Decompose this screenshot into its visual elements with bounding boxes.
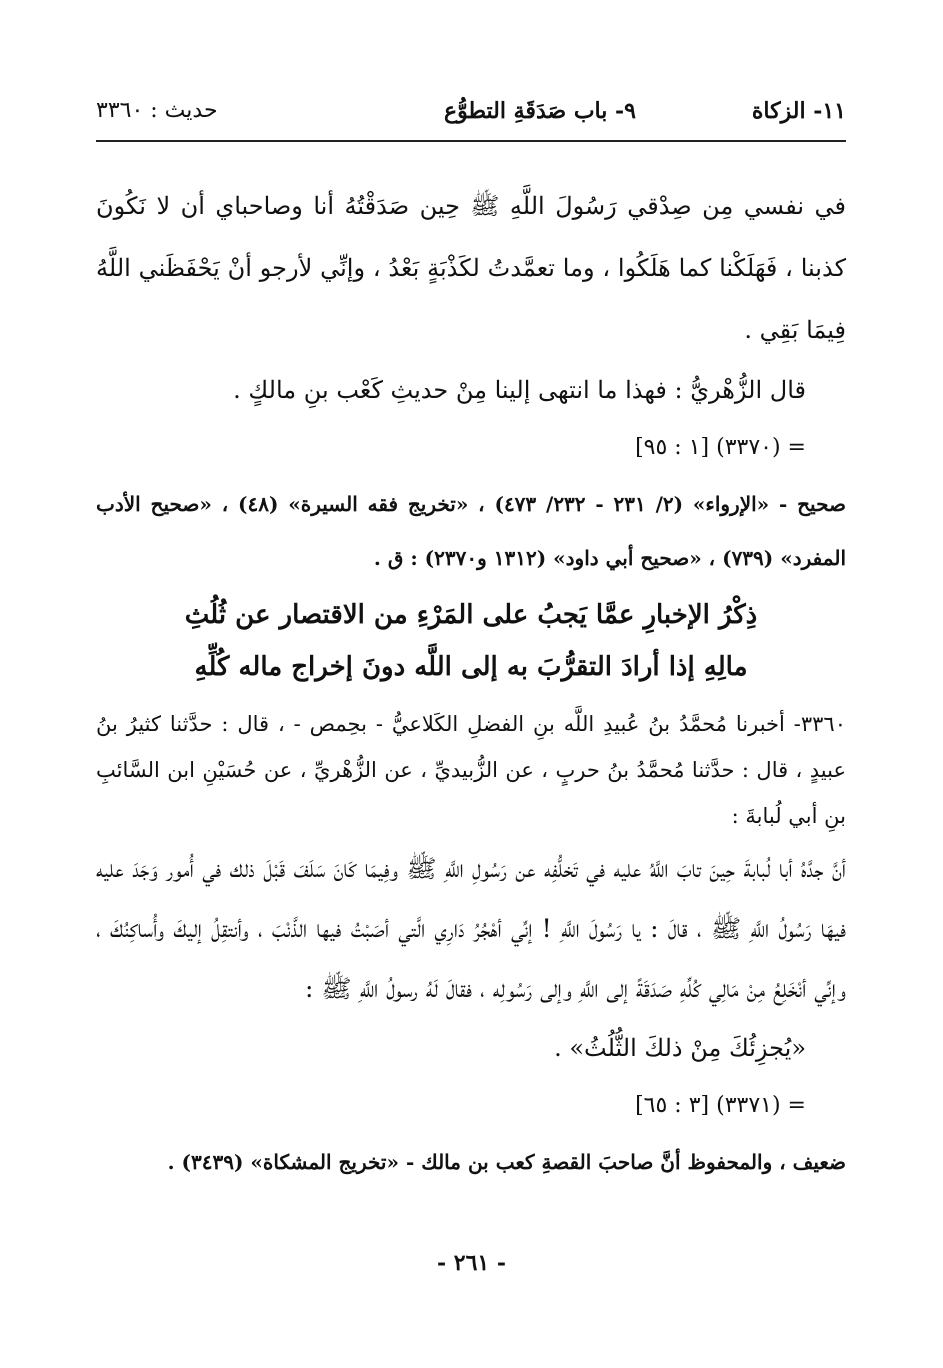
chapter-title: ١١- الزكاة [751,98,846,124]
hadith-quote: «يُجزِئُكَ مِنْ ذلكَ الثُّلُثُ» . [554,1034,806,1062]
bab-title: ٩- باب صَدَقَةِ التطوُّع [443,98,636,124]
hadith-isnad: ٣٣٦٠- أخبرنا مُحمَّدُ بنُ عُبيدِ اللَّه بنِ الفضلِ الكَلاعيُّ - بحِمص - ، قال : حدَّثنا كثيرُ بنُ عبيدٍ ، قال : حدَّثنا مُحمَّدُ بنُ حربٍ ، عن الزُّبيديِّ ، عن الزُّهْريِّ ، عن حُسَيْنِ ابن السَّائبِ بنِ أبي لُبابةَ : [96,712,846,828]
reference-line: = (٣٣٧٠) [١ : ٩٥] [635,435,806,460]
hadith-number-label: حديث : ٣٣٦٠ [96,98,218,123]
page-number: - ٢٦١ - [436,1250,507,1276]
running-header [96,92,846,132]
page-body [96,175,846,1189]
hadith-matn: أنَّ جدَّهُ أبا لُبابةَ حِينَ تابَ اللَّهُ عليه في تَخلُّفِه عن رَسُولِ اللَّهِ ﷺ وفِيمَا كَانَ سَلَفَ قَبْلَ ذلك في أُمور وَجَدَ عليه فيهَا رَسُولُ اللَّهِ ﷺ ، قالَ : يا رَسُولَ اللَّهِ ! إنِّي أهْجُرُ دَارِي الَّتي أصَبْتُ فيها الذَّنْبَ ، وأنتقِلُ إليكَ وأُساكِنُكَ ، وإنِّي أنْخَلِعُ مِنْ مَالِي كُلِّهِ صَدَقَةً إلى اللَّهِ وإلى رَسُولِه ، فقالَ لَهُ رسولُ اللَّهِ ﷺ : [96,854,846,1003]
section-heading-line-1: ذِكْرُ الإخبارِ عمَّا يَجبُ على المَرْءِ من الاقتصار عن ثُلُثِ [184,600,758,630]
continued-paragraph: في نفسي مِن صِدْقي رَسُولَ اللَّهِ ﷺ حِين صَدَقْتُهُ أنا وصاحباي أن لا نَكُونَ كذبنا ، فَهَلَكْنا كما هَلَكُوا ، وما تعمَّدتُ لكَذْبَةٍ بَعْدُ ، وإنِّي لأرجو أنْ يَحْفَظَني اللَّهُ فِيمَا بَقِي . [96,192,846,344]
hadith-grading-note: ضعيف ، والمحفوظ أنَّ صاحبَ القصةِ كعب بن مالك - «تخريج المشكاة» (٣٤٣٩) . [167,1150,846,1174]
section-heading [96,589,846,693]
hadith-reference-line: = (٣٣٧١) [٣ : ٦٥] [635,1093,806,1118]
grading-note: صحيح - «الإرواء» (٢/ ٢٣١ - ٢٣٢/ ٤٧٣) ، «تخريج فقه السيرة» (٤٨) ، «صحيح الأدب المفرد» (٧٣٩) ، «صحيح أبي داود» (١٣١٢ و٢٣٧٠) : ق . [96,492,846,570]
zuhri-paragraph: قال الزُّهْريُّ : فهذا ما انتهى إلينا مِنْ حديثِ كَعْب بنِ مالكٍ . [233,376,806,404]
header-rule [96,140,846,142]
section-heading-line-2: مالِهِ إذا أرادَ التقرُّبَ به إلى اللَّه دونَ إخراج ماله كُلِّهِ [194,652,748,682]
